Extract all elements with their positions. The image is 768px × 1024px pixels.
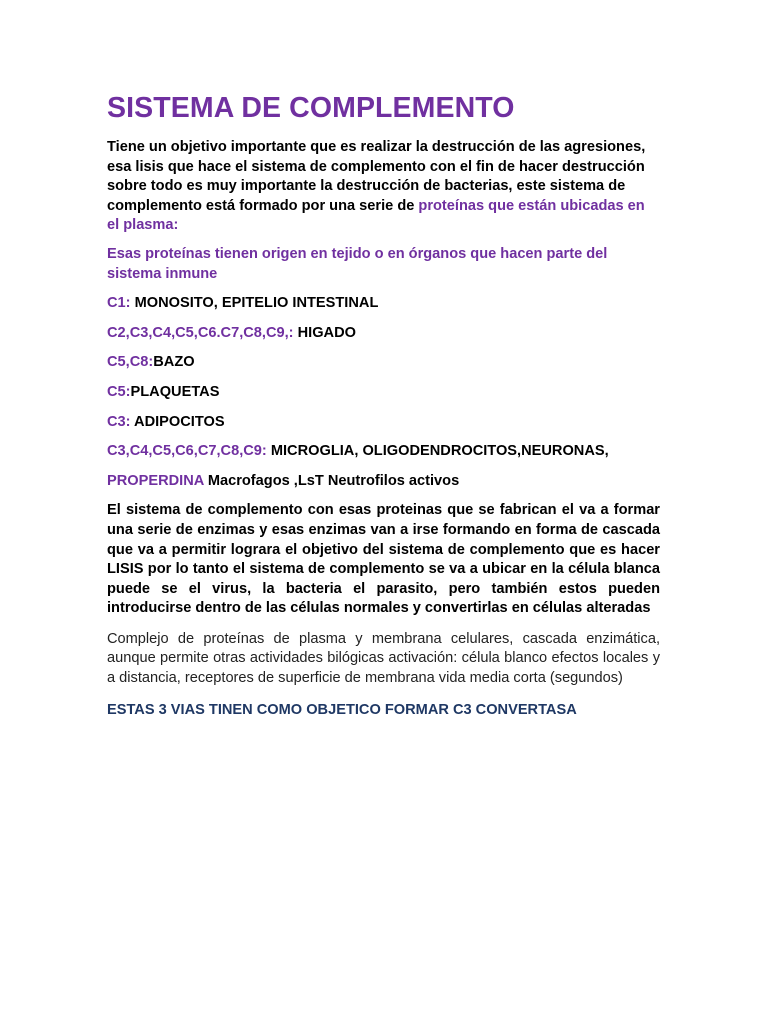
intro-paragraph — [107, 138, 660, 236]
list-item-key: C5,C8: — [107, 354, 154, 371]
list-item-c1 — [107, 294, 660, 314]
list-item-value: PLAQUETAS — [130, 383, 220, 400]
system-paragraph: El sistema de complemento con esas proteinas que se fabrican el va a formar una serie de enzimas y esas enzimas van a irse formando en forma de cascada que va a permitir lograra el objetivo del sistema de complemento que es hacer LISIS por lo tanto el sistema de complemento se va a ubicar en la célula blanca puede se el virus, la bacteria el parasito, pero también estos pueden introducirse dentro de las células normales y convertirlas en células alteradas — [107, 502, 660, 617]
list-item-key: C1: — [107, 295, 131, 312]
list-item-key: PROPERDINA — [107, 472, 204, 489]
list-item-value: BAZO — [153, 354, 195, 371]
origin-paragraph: Esas proteínas tienen origen en tejido o en órganos que hacen parte del sistema inmune — [107, 245, 608, 282]
list-item-value: ADIPOCITOS — [130, 413, 225, 430]
intro-highlight: proteínas que están ubicadas en el plasma: — [107, 197, 645, 234]
list-item-value: MONOSITO, EPITELIO INTESTINAL — [130, 295, 379, 312]
complex-paragraph: Complejo de proteínas de plasma y membrana celulares, cascada enzimática, aunque permite otras actividades bilógicas activación: célula blanco efectos locales y a distancia, receptores de superficie de membrana vida media corta (segundos) — [107, 630, 660, 687]
list-item-properdina — [107, 472, 660, 492]
list-item-value: Macrofagos ,LsT Neutrofilos activos — [203, 472, 460, 489]
list-item-key: C3,C4,C5,C6,C7,C8,C9: — [107, 443, 267, 460]
list-item-value: MICROGLIA, OLIGODENDROCITOS,NEURONAS, — [266, 443, 609, 460]
list-item-key: C3: — [107, 413, 131, 430]
list-item-c3-c9 — [107, 442, 660, 462]
list-item-c5-c8 — [107, 353, 660, 373]
document-page — [107, 88, 660, 720]
vias-paragraph: ESTAS 3 VIAS TINEN COMO OBJETICO FORMAR C3 CONVERTASA — [107, 701, 577, 718]
list-item-c2-c9 — [107, 324, 660, 344]
list-item-value: HIGADO — [293, 324, 356, 341]
document-title: SISTEMA DE COMPLEMENTO — [107, 92, 515, 124]
list-item-key: C5: — [107, 383, 131, 400]
list-item-c3 — [107, 413, 660, 433]
list-item-key: C2,C3,C4,C5,C6.C7,C8,C9,: — [107, 324, 294, 341]
list-item-c5 — [107, 383, 660, 403]
intro-text: Tiene un objetivo importante que es realizar la destrucción de las agresiones, esa lisis que hace el sistema de complemento con el fin de hacer destrucción sobre todo es muy importante la destrucción de bacterias, este sistema de complemento está formado por una serie de — [107, 139, 646, 214]
